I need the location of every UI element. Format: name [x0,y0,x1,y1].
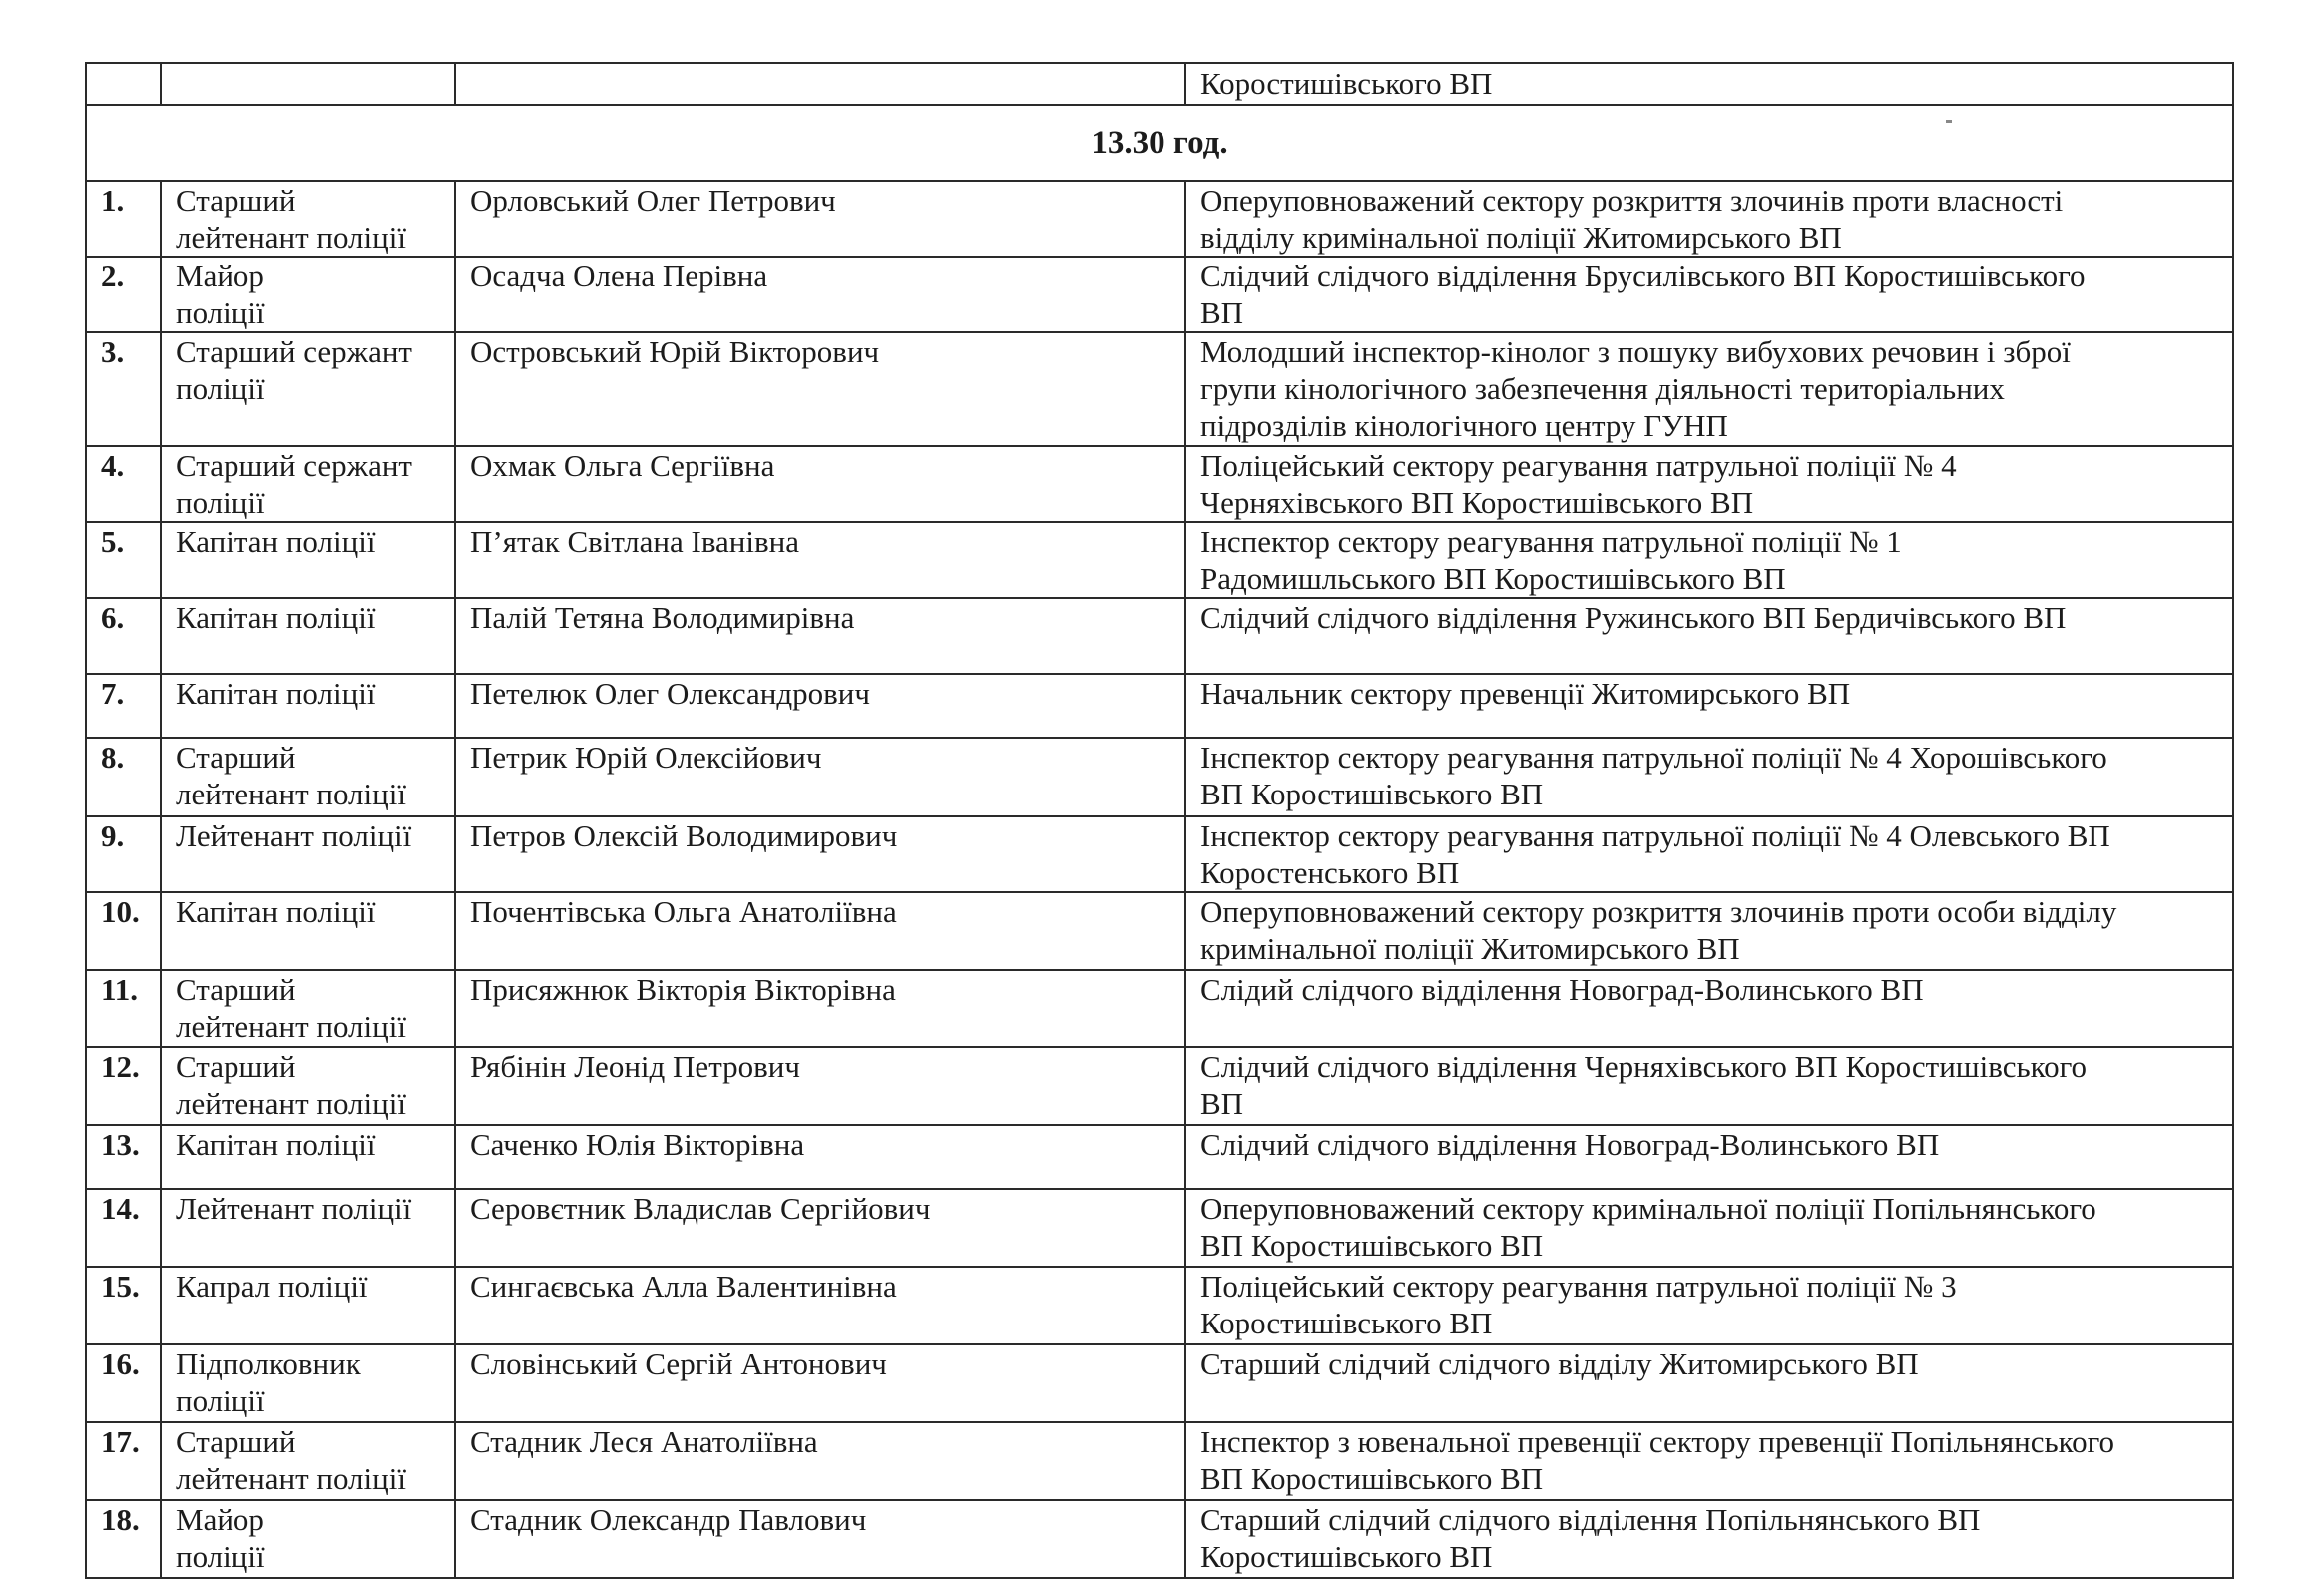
name-cell [455,738,1185,816]
row-number [86,332,161,446]
name-cell [455,970,1185,1047]
time-header: 13.30 год. [86,105,2233,181]
row-number [86,738,161,816]
row-number-text: 12. [101,1049,140,1084]
cell-empty [86,63,161,105]
row-number [86,892,161,970]
table-row [86,738,2233,816]
name-cell-text: Петрик Юрій Олексійович [470,740,822,775]
row-number-text: 5. [101,524,125,559]
position-cell-text: Інспектор з ювенальної превенції сектору превенції Попільнянського ВП Коростишівського ВП [1200,1424,2115,1496]
rank-cell-text: Капітан поліції [176,894,376,929]
name-cell-text: Петров Олексій Володимирович [470,818,898,853]
table-row [86,816,2233,892]
rank-cell-text: Капітан поліції [176,1127,376,1162]
cell-empty [455,63,1185,105]
table-row [86,892,2233,970]
rank-cell-text: Лейтенант поліції [176,1191,412,1226]
position-cell-text: Інспектор сектору реагування патрульної поліції № 4 Олевського ВП Коростенського ВП [1200,818,2110,890]
position-cell [1185,1344,2233,1422]
row-number-text: 10. [101,894,140,929]
rank-cell-text: Старший лейтенант поліції [176,740,406,811]
position-cell [1185,892,2233,970]
name-cell-text: Стадник Леся Анатоліївна [470,1424,818,1459]
row-number-text: 1. [101,183,125,218]
table-row [86,674,2233,738]
position-cell-text: Слідий слідчого відділення Новоград-Волинського ВП [1200,972,1924,1007]
rank-cell [161,738,455,816]
row-number [86,181,161,257]
table-row [86,1344,2233,1422]
position-cell-text: Старший слідчий слідчого відділу Житомирського ВП [1200,1346,1919,1381]
position-cell [1185,1189,2233,1267]
rank-cell [161,1422,455,1500]
position-cell [1185,674,2233,738]
name-cell [455,446,1185,522]
rank-cell-text: Капітан поліції [176,600,376,635]
rank-cell-text: Старший лейтенант поліції [176,183,406,255]
position-cell [1185,257,2233,332]
name-cell [455,257,1185,332]
row-number [86,674,161,738]
rank-cell [161,970,455,1047]
position-cell-text: Оперуповноважений сектору кримінальної поліції Попільнянського ВП Коростишівського ВП [1200,1191,2096,1263]
rank-cell [161,1047,455,1125]
position-cell-text: Начальник сектору превенції Житомирського ВП [1200,676,1851,711]
name-cell-text: Палій Тетяна Володимирівна [470,600,855,635]
position-cell [1185,816,2233,892]
continuation-row [86,63,2233,105]
name-cell [455,1047,1185,1125]
table-row [86,1189,2233,1267]
rank-cell [161,1500,455,1578]
row-number [86,1500,161,1578]
row-number [86,598,161,674]
table-row [86,970,2233,1047]
rank-cell [161,674,455,738]
rank-cell [161,257,455,332]
name-cell-text: Рябінін Леонід Петрович [470,1049,800,1084]
table-row [86,1422,2233,1500]
name-cell [455,181,1185,257]
row-number [86,1422,161,1500]
rank-cell-text: Старший лейтенант поліції [176,1049,406,1121]
position-cell-text: Інспектор сектору реагування патрульної поліції № 4 Хорошівського ВП Коростишівського ВП [1200,740,2107,811]
table-row [86,181,2233,257]
row-number [86,1344,161,1422]
table-row [86,446,2233,522]
row-number [86,522,161,598]
position-cell [1185,598,2233,674]
position-cell [1185,1047,2233,1125]
row-number [86,257,161,332]
name-cell [455,598,1185,674]
name-cell-text: Островський Юрій Вікторович [470,334,880,369]
rank-cell [161,816,455,892]
name-cell-text: Осадча Олена Перівна [470,259,768,293]
rank-cell-text: Лейтенант поліції [176,818,412,853]
row-number [86,1267,161,1344]
row-number-text: 15. [101,1269,140,1304]
table-row [86,257,2233,332]
position-cell [1185,1125,2233,1189]
rank-cell-text: Старший сержант поліції [176,448,412,520]
position-cell-text: Слідчий слідчого відділення Брусилівського ВП Коростишівського ВП [1200,259,2086,330]
row-number-text: 3. [101,334,125,369]
row-number-text: 14. [101,1191,140,1226]
row-number [86,816,161,892]
name-cell [455,1500,1185,1578]
position-cell [1185,332,2233,446]
rank-cell [161,1267,455,1344]
rank-cell [161,1125,455,1189]
name-cell [455,892,1185,970]
name-cell-text: Орловський Олег Петрович [470,183,836,218]
position-cell-text: Оперуповноважений сектору розкриття злочинів проти особи відділу кримінальної поліції Житомирського ВП [1200,894,2117,966]
row-number-text: 8. [101,740,125,775]
rank-cell-text: Капітан поліції [176,676,376,711]
position-cell-text: Поліцейський сектору реагування патрульної поліції № 3 Коростишівського ВП [1200,1269,1957,1340]
rank-cell-text: Старший лейтенант поліції [176,972,406,1044]
rank-cell [161,446,455,522]
position-cell-text: Поліцейський сектору реагування патрульної поліції № 4 Черняхівського ВП Коростишівського ВП [1200,448,1957,520]
position-cell-text: Слідчий слідчого відділення Новоград-Волинського ВП [1200,1127,1940,1162]
name-cell-text: Почентівська Ольга Анатоліївна [470,894,897,929]
rank-cell-text: Капрал поліції [176,1269,368,1304]
rank-cell [161,598,455,674]
name-cell-text: Серовєтник Владислав Сергійович [470,1191,931,1226]
row-number [86,1047,161,1125]
row-number-text: 7. [101,676,125,711]
row-number-text: 13. [101,1127,140,1162]
row-number [86,446,161,522]
name-cell-text: Стадник Олександр Павлович [470,1502,867,1537]
row-number-text: 2. [101,259,125,293]
rank-cell [161,1344,455,1422]
rank-cell [161,892,455,970]
position-cell-text: Молодший інспектор-кінолог з пошуку вибухових речовин і зброї групи кінологічного забезпечення діяльності територіальних підрозділів кінологічного центру ГУНП [1200,334,2071,443]
position-cell [1185,1267,2233,1344]
table-row [86,332,2233,446]
row-number-text: 6. [101,600,125,635]
name-cell [455,1344,1185,1422]
position-cell-text: Інспектор сектору реагування патрульної поліції № 1 Радомишльського ВП Коростишівського ВП [1200,524,1902,596]
name-cell [455,1125,1185,1189]
name-cell [455,1422,1185,1500]
position-cell [1185,970,2233,1047]
name-cell-text: Охмак Ольга Сергіївна [470,448,775,483]
name-cell [455,1189,1185,1267]
table-row [86,1267,2233,1344]
position-cell [1185,1500,2233,1578]
row-number [86,970,161,1047]
cell-empty [161,63,455,105]
position-cell-text: Слідчий слідчого відділення Ружинського ВП Бердичівського ВП [1200,600,2067,635]
row-number-text: 16. [101,1346,140,1381]
table-row [86,1047,2233,1125]
name-cell-text: Саченко Юлія Вікторівна [470,1127,805,1162]
rank-cell [161,522,455,598]
rank-cell [161,332,455,446]
name-cell-text: Петелюк Олег Олександрович [470,676,870,711]
row-number-text: 18. [101,1502,140,1537]
name-cell [455,522,1185,598]
rank-cell-text: Старший сержант поліції [176,334,412,406]
rank-cell-text: Старший лейтенант поліції [176,1424,406,1496]
name-cell-text: П’ятак Світлана Іванівна [470,524,799,559]
row-number-text: 11. [101,972,139,1007]
position-cell [1185,738,2233,816]
position-cell [1185,446,2233,522]
row-number [86,1189,161,1267]
continuation-position: Коростишівського ВП [1185,63,2233,105]
rank-cell-text: Майор поліції [176,259,265,330]
row-number-text: 4. [101,448,125,483]
table-row [86,1125,2233,1189]
position-cell [1185,1422,2233,1500]
name-cell-text: Присяжнюк Вікторія Вікторівна [470,972,896,1007]
rank-cell [161,181,455,257]
rank-cell [161,1189,455,1267]
name-cell [455,674,1185,738]
name-cell [455,816,1185,892]
time-header-row [86,105,2233,181]
table-row [86,522,2233,598]
row-number [86,1125,161,1189]
rank-cell-text: Капітан поліції [176,524,376,559]
table-row [86,598,2233,674]
row-number-text: 17. [101,1424,140,1459]
position-cell-text: Слідчий слідчого відділення Черняхівського ВП Коростишівського ВП [1200,1049,2088,1121]
row-number-text: 9. [101,818,125,853]
name-cell-text: Сингаєвська Алла Валентинівна [470,1269,897,1304]
table-row [86,1500,2233,1578]
position-cell-text: Оперуповноважений сектору розкриття злочинів проти власності відділу кримінальної поліції Житомирського ВП [1200,183,2064,255]
rank-cell-text: Підполковник поліції [176,1346,361,1418]
personnel-table [85,62,2234,1579]
position-cell-text: Старший слідчий слідчого відділення Попільнянського ВП Коростишівського ВП [1200,1502,1981,1574]
position-cell [1185,522,2233,598]
rank-cell-text: Майор поліції [176,1502,265,1574]
name-cell-text: Словінський Сергій Антонович [470,1346,887,1381]
position-cell [1185,181,2233,257]
name-cell [455,332,1185,446]
name-cell [455,1267,1185,1344]
